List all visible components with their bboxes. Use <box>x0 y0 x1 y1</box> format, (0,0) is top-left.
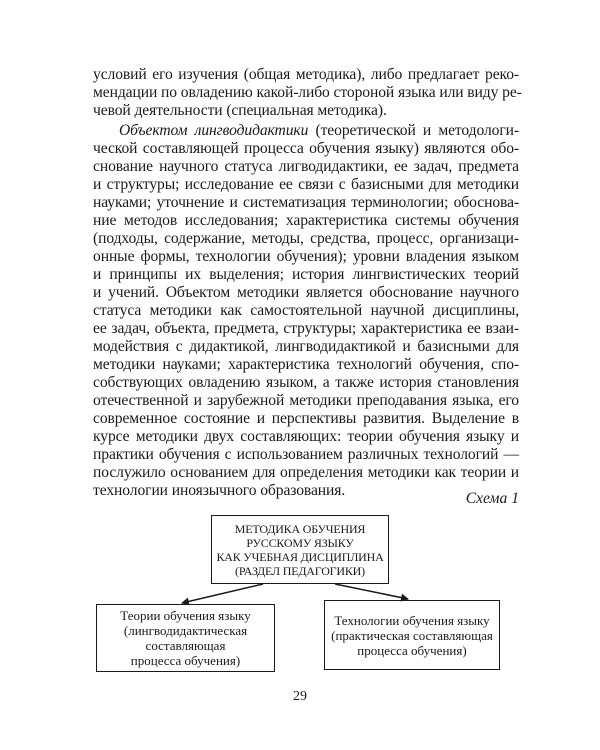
text-line: практики обучения с использованием различных технологий — <box>93 446 519 463</box>
schema-box-methodology <box>211 515 389 584</box>
box-text-line: Технологии обучения языку <box>334 612 490 628</box>
text-line: технологии иноязычного образования. <box>93 482 346 499</box>
text-line: ние методов исследования; характеристика системы обучения <box>93 212 519 229</box>
schema-box-technologies <box>324 600 500 670</box>
schema-box-theory <box>96 604 275 672</box>
text-line: ее задач, объекта, предмета, структуры; характеристика ее взаи- <box>93 320 519 337</box>
box-text-line: процесса обучения) <box>130 653 241 668</box>
text-line: ческой составляющей процесса обучения языку) являются обо- <box>93 140 519 157</box>
text-segment: (теоретической и методологи- <box>308 122 519 139</box>
text-line: современное состояние и перспективы развития. Выделение в <box>93 410 519 427</box>
box-text-line: КАК УЧЕБНАЯ ДИСЦИПЛИНА <box>216 549 384 564</box>
text-line: онные формы, технологии обучения); уровни владения языком <box>93 248 519 265</box>
text-line: и структуры; исследование ее связи с базисными для методики <box>93 176 519 193</box>
text-line: и принципы их выделения; история лингвистических теорий <box>93 266 519 283</box>
text-line: собствующих овладению языком, а также история становления <box>93 374 519 391</box>
arrow-to-left-box <box>182 584 263 603</box>
text-line: послужило основанием для определения методики как теории и <box>93 464 519 481</box>
page-number: 29 <box>293 689 307 704</box>
box-text-line: процесса обучения) <box>357 642 467 658</box>
text-line: и учений. Объектом методики является обоснование научного <box>93 284 519 301</box>
italic-term: Объектом лингводидактики <box>119 122 309 139</box>
text-line: науками; уточнение и систематизация терминологии; обоснова- <box>93 194 519 211</box>
text-line: мендации по овладению какой-либо стороной языка или виду ре- <box>93 84 522 101</box>
arrow-to-right-box <box>335 584 408 599</box>
box-text-line: МЕТОДИКА ОБУЧЕНИЯ <box>234 521 366 536</box>
text-line: курсе методики двух составляющих: теории обучения языку и <box>93 428 519 445</box>
text-line: методики науками; характеристика технологий обучения, спо- <box>93 356 519 373</box>
text-line: модействия с дидактикой, лингводидактикой и базисными для <box>93 338 519 355</box>
text-line: (подходы, содержание, методы, средства, процесс, организаци- <box>93 230 519 247</box>
box-text-line: (РАЗДЕЛ ПЕДАГОГИКИ) <box>235 563 365 578</box>
text-line: условий его изучения (общая методика), либо предлагает реко- <box>93 66 519 83</box>
schema-label: Схема 1 <box>465 490 519 507</box>
box-text-line: (лингводидактическая <box>123 623 248 638</box>
box-text-line: Теории обучения языку <box>120 608 251 623</box>
box-text-line: (практическая составляющая <box>331 627 493 643</box>
text-line: снование научного статуса лигводидактики, ее задач, предмета <box>93 158 519 175</box>
box-text-line: составляющая <box>145 638 226 653</box>
text-line: чевой деятельности (специальная методика). <box>93 102 387 119</box>
text-line: отечественной и зарубежной методики преподавания языка, его <box>93 392 519 409</box>
box-text-line: РУССКОМУ ЯЗЫКУ <box>246 535 354 550</box>
text-line: статуса методики как самостоятельной научной дисциплины, <box>93 302 519 319</box>
